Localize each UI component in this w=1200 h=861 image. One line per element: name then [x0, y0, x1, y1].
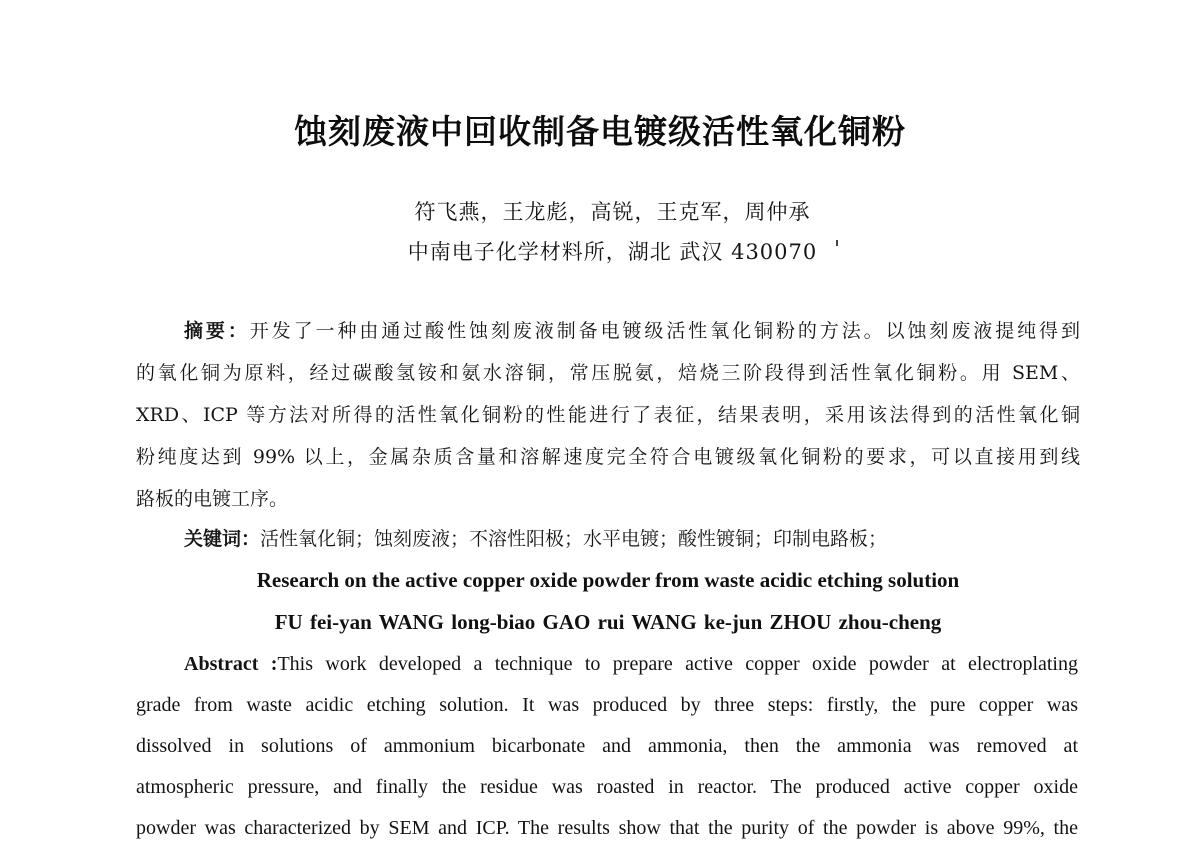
abstract-cn-label: 摘要：: [184, 320, 250, 342]
author-list: 符飞燕，王龙彪，高锐，王克军，周仲承: [414, 200, 811, 224]
abstract-cn-line: 的氧化铜为原料，经过碳酸氢铵和氨水溶铜，常压脱氨，焙烧三阶段得到活性氧化铜粉。用 SEM、: [136, 362, 1080, 384]
keywords-cn-label: 关键词：: [184, 528, 261, 550]
paper-title-en: Research on the active copper oxide powder from waste acidic etching solution: [256, 568, 960, 592]
abstract-en: [136, 644, 1078, 849]
abstract-cn: [136, 310, 1080, 520]
keywords-cn-text: 活性氧化铜；蚀刻废液；不溶性阳极；水平电镀；酸性镀铜；印制电路板；: [260, 528, 888, 550]
abstract-cn-line: 粉纯度达到 99% 以上，金属杂质含量和溶解速度完全符合电镀级氧化铜粉的要求，可以直接用到线: [136, 446, 1080, 468]
abstract-en-line: [136, 644, 1078, 685]
abstract-cn-line: [136, 310, 1080, 352]
abstract-cn-line: XRD、ICP 等方法对所得的活性氧化铜粉的性能进行了表征，结果表明，采用该法得到的活性氧化铜: [136, 404, 1080, 426]
paper-title: 蚀刻废液中回收制备电镀级活性氧化铜粉: [294, 112, 906, 151]
abstract-en-label: Abstract :: [184, 653, 278, 675]
abstract-cn-line: 路板的电镀工序。: [136, 488, 289, 510]
abstract-en-line: dissolved in solutions of ammonium bicarbonate and ammonia, then the ammonia was removed at: [136, 735, 1078, 757]
abstract-en-line: grade from waste acidic etching solution. It was produced by three steps: firstly, the pure copper was: [136, 694, 1078, 716]
author-affiliation: 中南电子化学材料所，湖北 武汉 430070: [407, 240, 818, 264]
abstract-en-line: powder was characterized by SEM and ICP. The results show that the purity of the powder is above 99%, the: [136, 817, 1078, 839]
abstract-en-line: atmospheric pressure, and finally the residue was roasted in reactor. The produced active copper oxide: [136, 776, 1078, 798]
author-list-en: FU fei-yan WANG long-biao GAO rui WANG ke-jun ZHOU zhou-cheng: [274, 610, 942, 634]
scan-mark: [836, 240, 838, 246]
abstract-en-text: This work developed a technique to prepare active copper oxide powder at electroplating: [277, 653, 1078, 675]
keywords-cn: [184, 518, 887, 560]
abstract-cn-text: 开发了一种由通过酸性蚀刻废液制备电镀级活性氧化铜粉的方法。以蚀刻废液提纯得到: [249, 320, 1080, 342]
